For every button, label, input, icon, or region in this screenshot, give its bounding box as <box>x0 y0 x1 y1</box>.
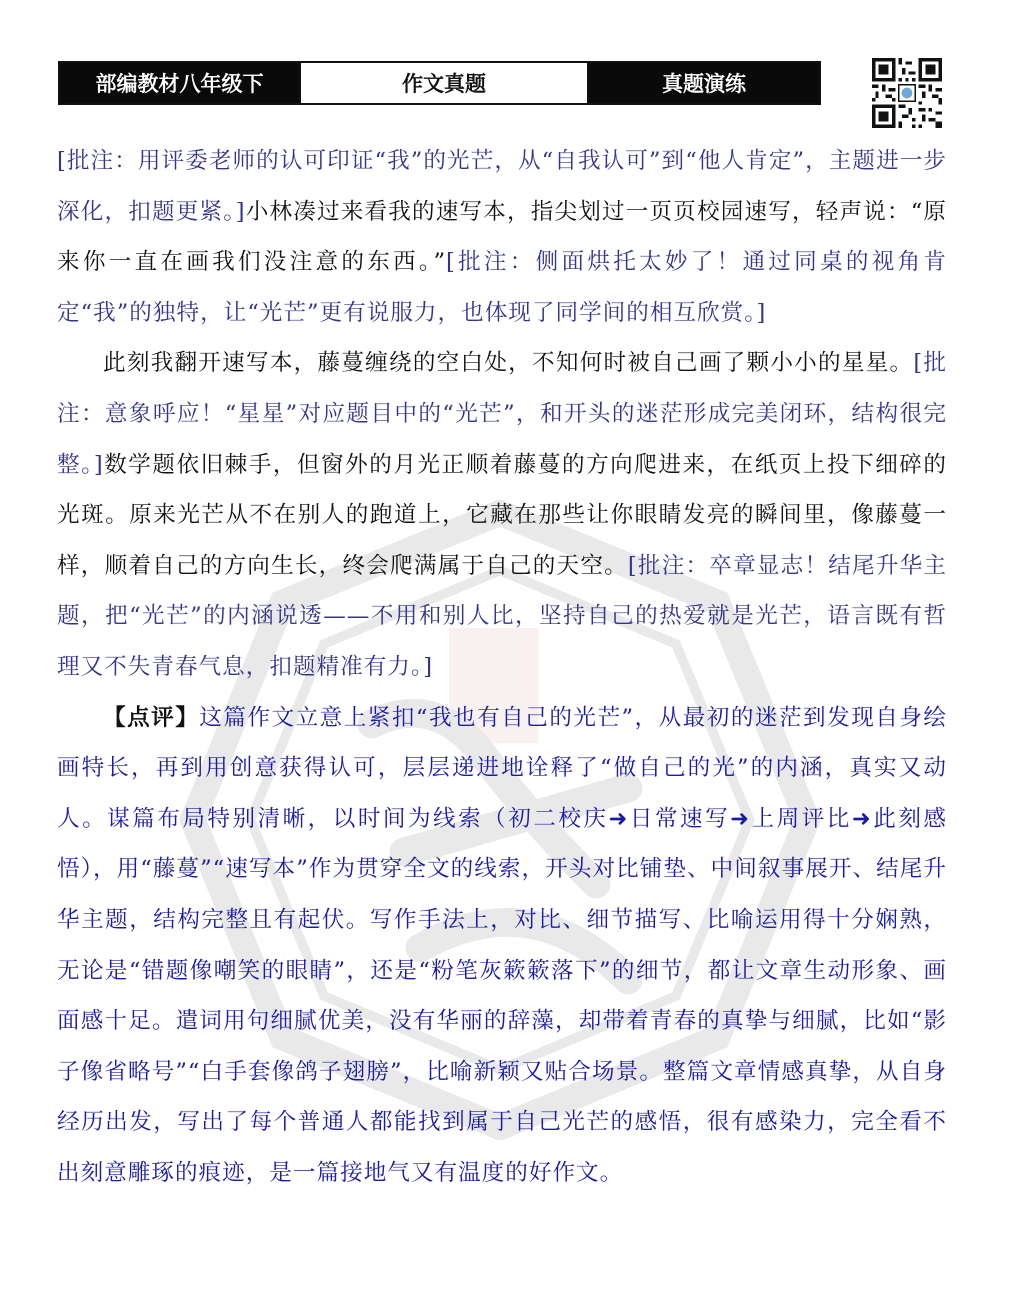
annotation: [批注：侧面烘托太妙了！通过同桌的视角肯定“我”的独特，让“光芒”更有说服力，也体现了同学间的相互欣赏。] <box>57 249 947 326</box>
header-grade-label: 部编教材八年级下 <box>60 63 299 103</box>
review-text: 这篇作文立意上紧扣“我也有自己的光芒”，从最初的迷茫到发现自身绘画特长，再到用创意获得认可，层层递进地诠释了“做自己的光”的内涵，真实又动人。谋篇布局特别清晰，以时间为线索（初二校庆➜日常速写➜上周评比➜此刻感悟），用“藤蔓”“速写本”作为贯穿全文的线索，开头对比铺垫、中间叙事展开、结尾升华主题，结构完整且有起伏。写作手法上，对比、细节描写、比喻运用得十分娴熟，无论是“错题像嘲笑的眼睛”，还是“粉笔灰簌簌落下”的细节，都让文章生动形象、画面感十足。遣词用句细腻优美，没有华丽的辞藻，却带着青春的真挚与细腻，比如“影子像省略号”“白手套像鸽子翅膀”，比喻新颖又贴合场景。整篇文章情感真挚，从自身经历出发，写出了每个普通人都能找到属于自己光芒的感悟，很有感染力，完全看不出刻意雕琢的痕迹，是一篇接地气又有温度的好作文。 <box>57 704 948 1186</box>
annotation: [批注：用评委老师的认可印证“我”的光芒，从“自我认可”到“他人肯定”，主题进一步深化，扣题更紧。] <box>57 148 947 225</box>
paragraph-1 <box>57 136 947 338</box>
body-text: 此刻我翻开速写本，藤蔓缠绕的空白处，不知何时被自己画了颗小小的星星。 <box>103 350 914 377</box>
review-label: 【点评】 <box>103 704 200 731</box>
paragraph-2 <box>57 338 947 692</box>
article-body <box>57 136 947 1198</box>
review-paragraph <box>57 693 947 1199</box>
header-title: 作文真题 <box>299 63 589 103</box>
body-text: 小林凑过来看我的速写本，指尖划过一页页校园速写，轻声说：“原来你一直在画我们没注意的东西。” <box>57 198 948 276</box>
body-text: 数学题依旧棘手，但窗外的月光正顺着藤蔓的方向爬进来，在纸页上投下细碎的光斑。原来光芒从不在别人的跑道上，它藏在那些让你眼睛发亮的瞬间里，像藤蔓一样，顺着自己的方向生长，终会爬满属于自己的天空。 <box>57 451 947 579</box>
qr-code-icon[interactable] <box>872 58 942 128</box>
annotation: [批注：意象呼应！“星星”对应题目中的“光芒”，和开头的迷茫形成完美闭环，结构很完整。] <box>57 350 947 478</box>
annotation: [批注：卒章显志！结尾升华主题，把“光芒”的内涵说透——不用和别人比，坚持自己的热爱就是光芒，语言既有哲理又不失青春气息，扣题精准有力。] <box>57 552 947 680</box>
header-bar <box>58 61 821 105</box>
header-section-label: 真题演练 <box>589 63 819 103</box>
